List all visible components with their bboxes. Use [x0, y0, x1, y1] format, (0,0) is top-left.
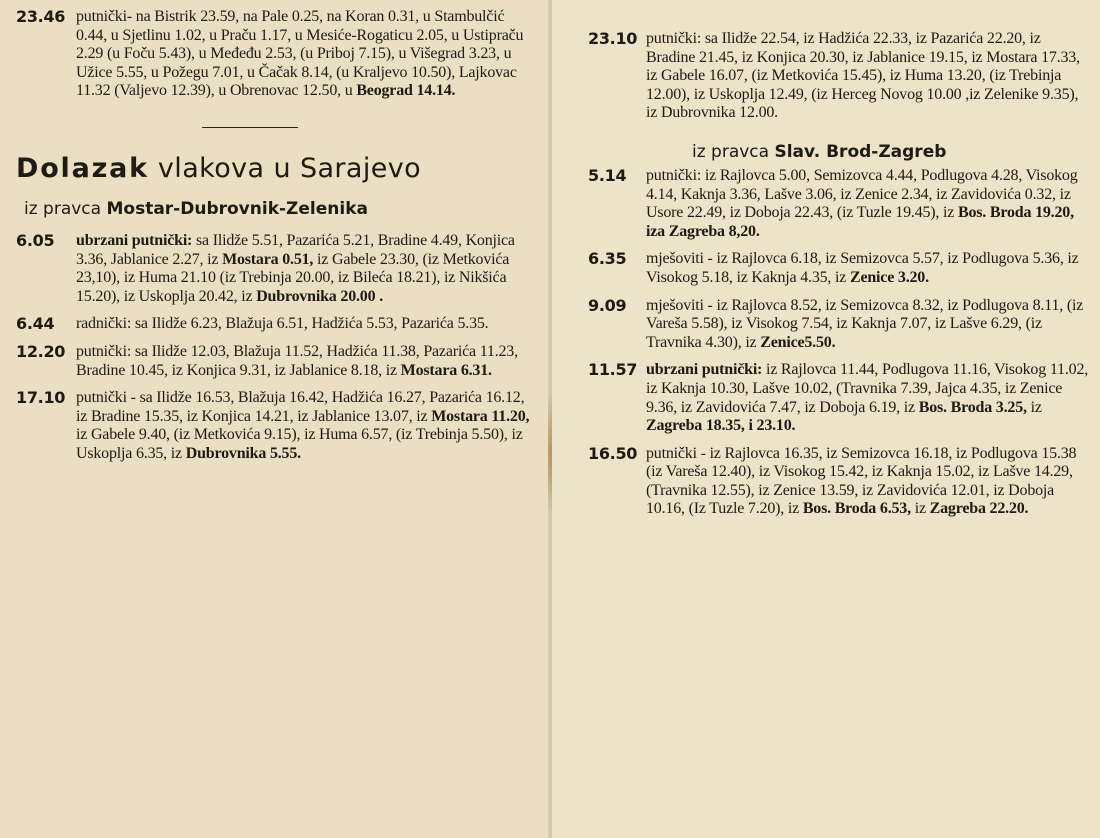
left-page [0, 0, 548, 838]
entry-text-part: iz Gabele 9.40, (iz Metkovića 9.15), iz Huma 6.57, (iz Trebinja 5.50), iz Uskoplja 6.35, iz [76, 426, 523, 462]
timetable-entry [16, 232, 530, 306]
route-heading [24, 198, 530, 220]
entry-text [646, 361, 1090, 435]
entry-text-part: iz [1026, 398, 1042, 416]
timetable-entry [588, 250, 1090, 287]
entry-text-part: putnički: iz Rajlovca 5.00, Semizovca 4.44, Podlugova 4.28, Visokog 4.14, Kaknja 3.36, Lašve 3.06, iz Zenice 2.34, iz Zavidovića 0.32, iz Usore 22.49, iz Doboja 22.43, (iz Tuzle 19.45), iz [646, 166, 1078, 222]
route-prefix: iz pravca [24, 198, 107, 219]
entry-text-part: iz [910, 500, 930, 518]
page-title [16, 152, 530, 186]
entry-text-part: putnički - sa Ilidže 16.53, Blažuja 16.42, Hadžića 16.27, Pazarića 16.12, iz Bradine 15.35, iz Konjica 14.21, iz Jablanice 13.07, iz [76, 389, 525, 425]
entry-text [76, 389, 530, 463]
entry-text-part: iz Rajlovca 11.44, Podlugova 11.16, Visokog 11.02, iz Kaknja 10.30, Lašve 10.02, (Travnika 7.39, Jajca 4.35, iz Zenice 9.36, iz Zavidovića 7.47, iz Doboja 6.19, iz [646, 361, 1089, 416]
route-heading [692, 141, 1090, 163]
entry-text-part-bold: Dubrovnika 5.55. [185, 444, 301, 462]
arrival-time: 9.09 [588, 295, 627, 315]
entry-text-part: sa Ilidže 5.51, Pazarića 5.21, Bradine 4.49, Konjica 3.36, Jablanice 2.27, iz [76, 231, 515, 268]
arrival-time: 6.35 [588, 249, 627, 269]
arrival-time: 6.44 [16, 314, 55, 334]
entry-text-part: mješoviti - iz Rajlovca 8.52, iz Semizovca 8.32, iz Podlugova 8.11, (iz Vareša 5.58), iz Visokog 7.54, iz Kaknja 7.07, iz Lašve 6.29, (iz Travnika 4.30), iz [646, 296, 1084, 351]
entry-text-part-bold: Mostara 11.20, [431, 407, 530, 425]
route-prefix: iz pravca [692, 141, 775, 162]
arrival-time: 5.14 [588, 165, 627, 185]
entry-text-part-bold: ubrzani putnički: [76, 231, 193, 249]
timetable-entry [16, 8, 530, 101]
entry-text-part: radnički: sa Ilidže 6.23, Blažuja 6.51, Hadžića 5.53, Pazarića 5.35. [76, 315, 489, 333]
entry-text [646, 250, 1090, 287]
entry-text [646, 167, 1090, 241]
entry-text [76, 8, 530, 101]
entry-text [76, 232, 530, 306]
section-divider [202, 127, 298, 128]
timetable-entry [588, 361, 1090, 435]
arrival-time: 23.46 [16, 7, 66, 26]
arrival-time: 23.10 [588, 29, 638, 48]
route-name: Mostar-Dubrovnik-Zelenika [106, 198, 368, 219]
entry-text-part-bold: Mostara 6.31. [400, 361, 492, 379]
entry-text-part-bold: Bos. Broda 19.20, iza Zagreba 8,20. [646, 204, 1074, 240]
entry-text-part: iz Gabele 23.30, (iz Metkovića 23,10), iz Huma 21.10 (iz Trebinja 20.00, iz Bileća 18.21), iz Nikšića 15.20), iz Uskoplja 20.42, iz [76, 250, 510, 305]
entry-text-part-bold: Beograd 14.14. [356, 82, 456, 100]
timetable-entry [16, 389, 530, 463]
entry-text-part-bold: Mostara 0.51, [222, 250, 314, 268]
arrival-time: 16.50 [588, 443, 638, 463]
entry-text-part-bold: Bos. Broda 3.25, [918, 398, 1027, 416]
entry-text [76, 343, 530, 380]
timetable-entry [588, 167, 1090, 241]
entry-text [646, 445, 1090, 519]
entry-text-part-bold: ubrzani putnički: [646, 361, 763, 379]
entry-text-part-bold: Zenice5.50. [760, 333, 836, 351]
arrival-time: 6.05 [16, 230, 55, 250]
page-title-bold: Dolazak [16, 152, 149, 184]
arrival-time: 11.57 [588, 360, 638, 380]
entry-text-part-bold: Zagreba 22.20. [929, 500, 1029, 518]
entry-text-part: putnički: sa Ilidže 12.03, Blažuja 11.52, Hadžića 11.38, Pazarića 11.23, Bradine 10.45, iz Konjica 9.31, iz Jablanice 8.18, iz [76, 342, 518, 379]
arrival-time: 17.10 [16, 388, 66, 408]
entry-text-part-bold: Dubrovnika 20.00 . [256, 287, 384, 305]
timetable-entry [16, 315, 530, 334]
entry-text-part-bold: Bos. Broda 6.53, [802, 500, 911, 518]
entry-text-part: mješoviti - iz Rajlovca 6.18, iz Semizovca 5.57, iz Podlugova 5.36, iz Visokog 5.18, iz Kaknja 4.35, iz [646, 250, 1079, 286]
route-name: Slav. Brod-Zagreb [774, 141, 947, 162]
timetable-entry [588, 297, 1090, 353]
entry-text-part: putnički- na Bistrik 23.59, na Pale 0.25, na Koran 0.31, u Stambulčić 0.44, u Sjetlinu 1.02, u Praču 1.17, u Mesiće-Rogaticu 2.05, u Ustipraču 2.29 (u Foču 5.43), u Međeđu 2.53, (u Priboj 7.15), u Višegrad 3.23, u Užice 5.55, u Požegu 7.01, u Čačak 8.14, (u Kraljevo 10.50), Lajkovac 11.32 (Valjevo 12.39), u Obrenovac 12.50, u [76, 8, 524, 100]
right-page [552, 0, 1100, 838]
left-entries-list [16, 232, 530, 464]
entry-text-part: putnički - iz Rajlovca 16.35, iz Semizovca 16.18, iz Podlugova 15.38 (iz Vareša 12.40), iz Visokog 15.42, iz Kaknja 15.02, iz Lašve 14.29, (Travnika 12.55), iz Zenice 13.59, iz Zavidovića 12.01, iz Doboja 10.16, (Iz Tuzle 7.20), iz [646, 444, 1077, 518]
timetable-entry [588, 30, 1090, 123]
arrival-time: 12.20 [16, 341, 66, 361]
timetable-entry [16, 343, 530, 380]
right-entries-list [588, 167, 1090, 519]
entry-text-part-bold: Zenice 3.20. [849, 268, 929, 286]
entry-text-part: putnički: sa Ilidže 22.54, iz Hadžića 22.33, iz Pazarića 22.20, iz Bradine 21.45, iz Konjica 20.30, iz Jablanice 19.15, iz Mostara 17.33, iz Gabele 16.07, (iz Metkovića 15.45), iz Huma 13.20, (iz Trebinja 12.00), iz Uskoplja 12.49, (iz Herceg Novog 10.00 ,iz Zelenike 9.35), iz Dubrovnika 12.00. [646, 30, 1080, 122]
entry-text [646, 30, 1090, 123]
entry-text-part-bold: Zagreba 18.35, i 23.10. [646, 417, 796, 435]
page-title-rest: vlakova u Sarajevo [148, 152, 422, 184]
right-top-entries-list [588, 30, 1090, 123]
entry-text [76, 315, 530, 334]
entry-text [646, 297, 1090, 353]
timetable-entry [588, 445, 1090, 519]
